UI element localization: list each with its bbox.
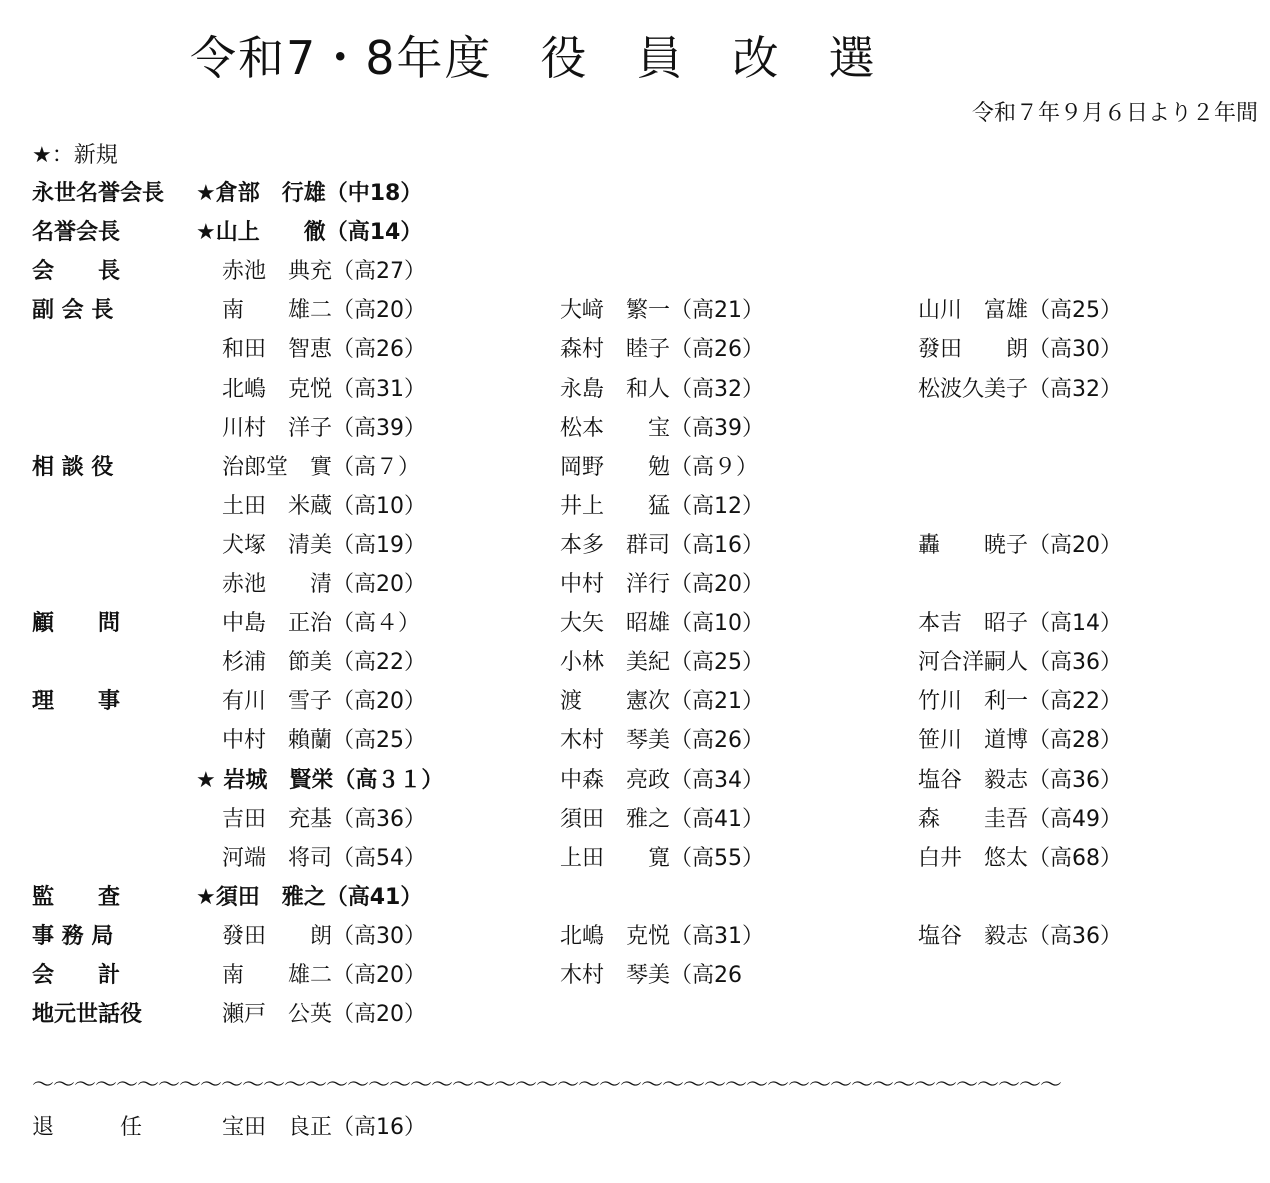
officer-row: [0, 487, 1270, 526]
officer-name-col-1: 瀬戸 公英（高20）: [222, 1002, 426, 1028]
officer-name-col-3: 塩谷 毅志（高36）: [918, 767, 1122, 793]
retired-label: 退 任: [32, 1115, 143, 1140]
role-label: 副 会 長: [32, 298, 114, 324]
officer-name-col-3: 河合洋嗣人（高36）: [918, 650, 1122, 676]
officer-name-col-2: 松本 宝（高39）: [560, 415, 764, 441]
officer-row: [0, 721, 1270, 760]
role-label: 相 談 役: [32, 454, 114, 480]
term-period: 令和７年９月６日より２年間: [971, 101, 1258, 126]
officer-row: [0, 370, 1270, 409]
officer-row: [0, 291, 1270, 330]
officer-name-col-1: 南 雄二（高20）: [222, 298, 426, 324]
officer-name-col-1: 和田 智恵（高26）: [222, 337, 426, 363]
officer-row: [0, 252, 1270, 291]
officer-name-col-2: 森村 睦子（高26）: [560, 337, 764, 363]
officer-name-col-1: 吉田 充基（高36）: [222, 806, 426, 832]
officer-name-col-1: 有川 雪子（高20）: [222, 689, 426, 715]
officer-name-col-1: 赤池 典充（高27）: [222, 259, 426, 285]
officer-name-col-2: 岡野 勉（高９）: [560, 454, 759, 480]
role-label: 理 事: [32, 689, 121, 715]
role-label: 会 計: [32, 963, 121, 988]
role-label: 事 務 局: [32, 923, 114, 949]
officer-name-col-1: 河端 将司（高54）: [222, 845, 426, 871]
officer-name-col-3: 本吉 昭子（高14）: [918, 611, 1122, 637]
retired-name: 宝田 良正（高16）: [222, 1115, 426, 1140]
officer-name-col-2: 上田 寛（高55）: [560, 845, 764, 871]
officer-name-col-2: 大﨑 繁一（高21）: [560, 298, 764, 324]
officer-name-col-3: 山川 富雄（高25）: [918, 298, 1122, 324]
officer-name-col-1: ★ 岩城 賢栄（高３１）: [196, 767, 444, 793]
role-label: 監 査: [32, 884, 121, 910]
officer-name-col-1: 土田 米蔵（高10）: [222, 493, 426, 519]
officer-name-col-1: 中村 賴蘭（高25）: [222, 728, 426, 754]
officer-name-col-1: 南 雄二（高20）: [222, 963, 426, 988]
officer-row: [0, 956, 1270, 995]
officer-name-col-1: 中島 正治（高４）: [222, 611, 421, 637]
officer-name-col-2: 本多 群司（高16）: [560, 532, 764, 558]
officer-name-col-1: 赤池 清（高20）: [222, 572, 426, 597]
wave-divider: ～～～～～～～～～～～～～～～～～～～～～～～～～～～～～～～～～～～～～～～～～～～～～～～～～: [32, 1073, 1062, 1098]
officer-name-col-2: 中村 洋行（高20）: [560, 572, 764, 597]
officer-name-col-1: 川村 洋子（高39）: [222, 415, 426, 441]
role-label: 顧 問: [32, 611, 121, 637]
role-label: 名誉会長: [32, 220, 121, 246]
officer-name-col-1: 發田 朗（高30）: [222, 923, 426, 949]
officer-name-col-2: 永島 和人（高32）: [560, 376, 764, 402]
officer-name-col-2: 木村 琴美（高26: [560, 963, 742, 988]
officer-name-col-3: 塩谷 毅志（高36）: [918, 923, 1122, 949]
legend-new-mark: ★：新規: [32, 143, 118, 168]
officer-name-col-1: ★山上 徹（高14）: [196, 220, 423, 246]
role-label: 地元世話役: [32, 1002, 143, 1028]
officer-row: [0, 174, 1270, 213]
officer-name-col-2: 須田 雅之（高41）: [560, 806, 764, 832]
officer-name-col-2: 井上 猛（高12）: [560, 493, 764, 519]
role-label: 永世名誉会長: [32, 181, 165, 206]
officer-row: [0, 330, 1270, 369]
officer-name-col-3: 竹川 利一（高22）: [918, 689, 1122, 715]
officer-name-col-1: 治郎堂 實（高７）: [222, 454, 421, 480]
officer-row: [0, 995, 1270, 1034]
officer-name-col-1: 犬塚 清美（高19）: [222, 532, 426, 558]
officer-row: [0, 409, 1270, 448]
officer-row: [0, 526, 1270, 565]
officer-name-col-3: 發田 朗（高30）: [918, 337, 1122, 363]
retired-row: [0, 1108, 1270, 1147]
officer-row: [0, 761, 1270, 800]
officer-name-col-1: ★須田 雅之（高41）: [196, 884, 423, 910]
officer-name-col-3: 笹川 道博（高28）: [918, 728, 1122, 754]
officer-row: [0, 565, 1270, 604]
officer-name-col-2: 木村 琴美（高26）: [560, 728, 764, 754]
officer-name-col-2: 北嶋 克悦（高31）: [560, 923, 764, 949]
officer-name-col-1: ★倉部 行雄（中18）: [196, 181, 423, 206]
officer-row: [0, 878, 1270, 917]
officer-name-col-2: 小林 美紀（高25）: [560, 650, 764, 676]
officer-row: [0, 604, 1270, 643]
officer-row: [0, 682, 1270, 721]
officer-name-col-2: 渡 憲次（高21）: [560, 689, 764, 715]
officer-name-col-1: 北嶋 克悦（高31）: [222, 376, 426, 402]
officer-name-col-2: 大矢 昭雄（高10）: [560, 611, 764, 637]
page-title: 令和7・8年度 役 員 改 選: [190, 31, 877, 85]
officer-name-col-3: 轟 暁子（高20）: [918, 532, 1122, 558]
officer-row: [0, 643, 1270, 682]
officer-row: [0, 213, 1270, 252]
role-label: 会 長: [32, 259, 121, 285]
officer-name-col-3: 白井 悠太（高68）: [918, 845, 1122, 871]
officer-row: [0, 839, 1270, 878]
officer-name-col-2: 中森 亮政（高34）: [560, 767, 764, 793]
officer-name-col-3: 松波久美子（高32）: [918, 376, 1122, 402]
officer-row: [0, 800, 1270, 839]
officer-name-col-3: 森 圭吾（高49）: [918, 806, 1122, 832]
officer-row: [0, 448, 1270, 487]
officer-name-col-1: 杉浦 節美（高22）: [222, 650, 426, 676]
officer-row: [0, 917, 1270, 956]
